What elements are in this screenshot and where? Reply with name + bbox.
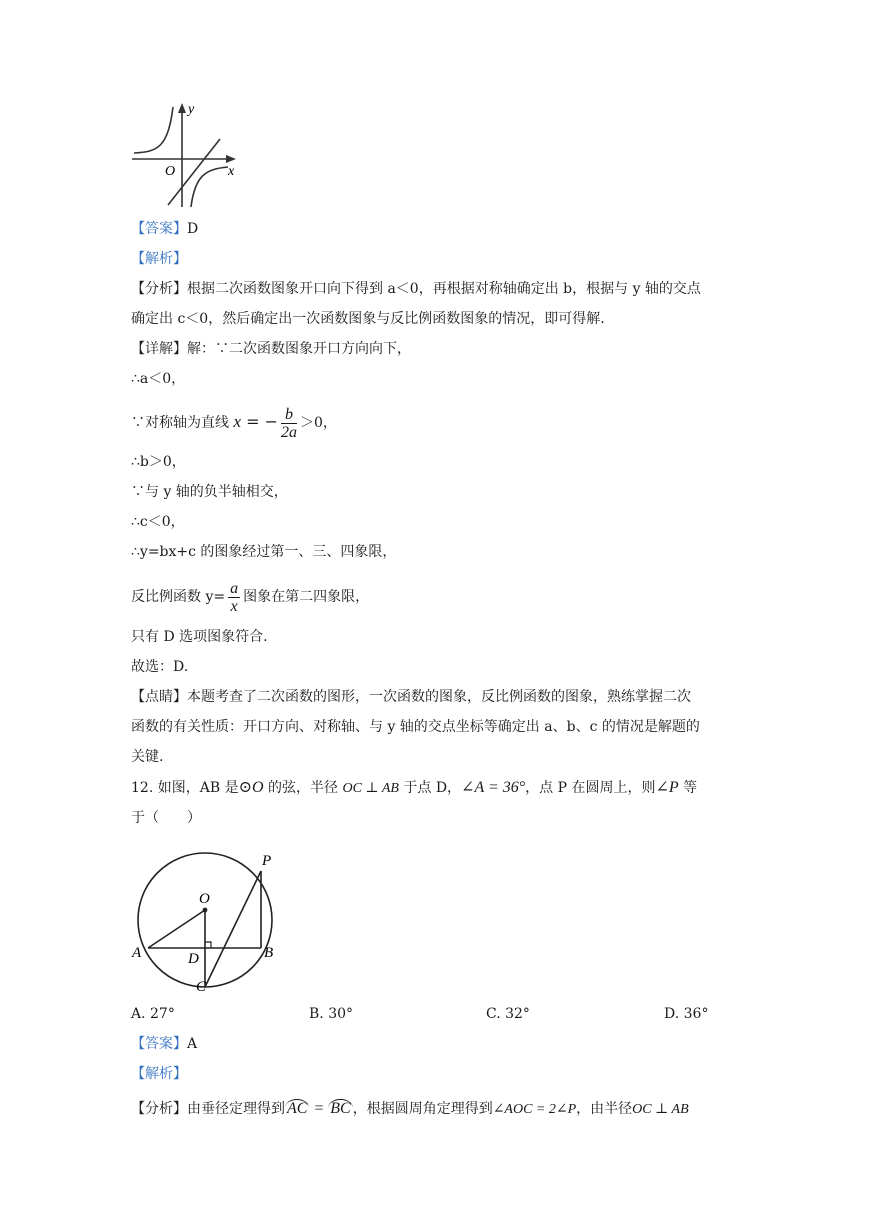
hyperbola-left-branch [134, 107, 173, 153]
step-6 [131, 542, 396, 562]
label-d: D [188, 951, 199, 967]
q12-analysis-heading [131, 1064, 187, 1084]
hyperbola-right-branch [191, 167, 228, 207]
xiangjie-line [131, 339, 411, 359]
q12-text-line2: 于（ ） [131, 810, 201, 826]
fenxi-line-1 [131, 279, 701, 299]
q12-fenxi-b: ，根据圆周角定理得到 [352, 1101, 493, 1117]
step-8 [131, 627, 268, 647]
arc-equals: = [309, 1100, 329, 1117]
analysis-heading [131, 249, 187, 269]
xiangjie-tag: 【详解】 [131, 341, 187, 357]
label-b: B [264, 945, 274, 961]
step-7 [131, 574, 369, 620]
question-12-line-2 [131, 808, 201, 828]
q12-text-d: ，点 P 在圆周上，则 [525, 780, 656, 796]
step-7-pre: 反比例函数 y= [131, 589, 226, 605]
q12-circle-symbol: ⊙O [238, 779, 264, 796]
step-9 [131, 657, 188, 677]
circle-geometry-figure [128, 843, 288, 998]
step-5-text: ∴c＜0， [131, 514, 185, 530]
dianjing-tag: 【点睛】 [131, 689, 187, 705]
dianjing-line-2 [131, 717, 700, 737]
q12-angle-p: ∠P [655, 779, 679, 796]
jiexi-tag: 【解析】 [131, 251, 187, 267]
dianjing-text-3: 关键. [131, 749, 164, 765]
q12-text-b: 的弦，半径 [263, 780, 343, 796]
q12-oc-perp: OC ⊥ AB [342, 781, 399, 796]
answer-line [131, 219, 198, 239]
option-c: C. 32° [486, 1006, 530, 1022]
step-4-text: ∵与 y 轴的负半轴相交， [131, 484, 288, 500]
step-2-pre: ∵对称轴为直线 [131, 415, 229, 431]
right-angle-mark [205, 942, 211, 948]
question-12-line-1 [131, 778, 697, 799]
q12-text-e: 等 [678, 780, 698, 796]
q12-fenxi-tag: 【分析】 [131, 1101, 187, 1117]
q12-answer-value: A [187, 1036, 198, 1052]
option-d: D. 36° [664, 1006, 709, 1022]
step-1-text: ∴a＜0， [131, 371, 186, 387]
step-3 [131, 452, 186, 472]
arc-bc: BC [330, 1100, 351, 1117]
step-2-eq: = − [241, 412, 278, 431]
fenxi-line-2 [131, 309, 605, 329]
q12-text-a: 12. 如图，AB 是 [131, 780, 239, 796]
step-2-den: 2a [280, 423, 297, 441]
x-axis-arrow [226, 155, 236, 163]
step-5 [131, 512, 185, 532]
label-o: O [199, 891, 210, 907]
label-c: C [196, 979, 207, 995]
step-2-x: x [233, 412, 241, 431]
y-axis-label: y [188, 102, 195, 117]
label-a: A [132, 945, 142, 961]
dianjing-text-2: 函数的有关性质：开口方向、对称轴、与 y 轴的交点坐标等确定出 a、b、c 的情况是解题的 [131, 719, 700, 735]
answer-tag: 【答案】 [131, 221, 187, 237]
option-a: A. 27° [131, 1006, 175, 1022]
q12-answer-tag: 【答案】 [131, 1036, 187, 1052]
label-p: P [262, 853, 272, 869]
segment-oa [148, 910, 205, 948]
step-3-text: ∴b＞0， [131, 454, 186, 470]
function-graph-figure [128, 99, 244, 211]
q12-fenxi-angle: ∠AOC = 2∠P [492, 1102, 577, 1117]
xiangjie-text: 解：∵二次函数图象开口方向向下， [187, 341, 411, 357]
q12-jiexi-tag: 【解析】 [131, 1066, 187, 1082]
step-8-text: 只有 D 选项图象符合. [131, 629, 268, 645]
step-1 [131, 369, 185, 389]
step-6-text: ∴y=bx+c 的图象经过第一、三、四象限， [131, 544, 397, 560]
step-2-fraction [281, 406, 297, 441]
fenxi-text-2: 确定出 c＜0，然后确定出一次函数图象与反比例函数图象的情况，即可得解. [131, 311, 605, 327]
step-2-post: ＞0， [299, 415, 337, 431]
q12-fenxi-c: ，由半径 [576, 1101, 633, 1117]
origin-label: O [165, 164, 176, 179]
q12-angle-a: ∠A = 36° [461, 779, 526, 796]
y-axis-arrow [178, 103, 186, 113]
dianjing-line-3 [131, 747, 163, 767]
dianjing-line-1 [131, 687, 691, 707]
q12-answer-line [131, 1034, 197, 1054]
fenxi-tag: 【分析】 [131, 281, 187, 297]
step-7-post: 图象在第二四象限， [243, 589, 370, 605]
fenxi-text-1: 根据二次函数图象开口向下得到 a＜0，再根据对称轴确定出 b，根据与 y 轴的交点 [187, 281, 701, 297]
q12-fenxi-oc: OC ⊥ AB [632, 1102, 689, 1117]
answer-value: D [187, 221, 199, 237]
center-dot [203, 908, 208, 913]
q12-fenxi-a: 由垂径定理得到 [187, 1101, 285, 1117]
q12-text-c: 于点 D， [398, 780, 462, 796]
dianjing-text-1: 本题考查了二次函数的图形，一次函数的图象，反比例函数的图象，熟练掌握二次 [187, 689, 691, 705]
option-b: B. 30° [309, 1006, 354, 1022]
step-2-num: b [281, 406, 297, 424]
x-axis-label: x [228, 164, 235, 179]
step-7-den: x [230, 597, 238, 615]
step-7-fraction [228, 580, 240, 615]
linear-function-line [168, 139, 220, 205]
arc-ac: AC [287, 1100, 308, 1117]
step-2 [131, 399, 337, 446]
segment-cp [205, 871, 261, 987]
q12-fenxi-line [131, 1094, 689, 1125]
step-9-text: 故选：D. [131, 659, 189, 675]
step-7-num: a [230, 579, 239, 597]
step-4 [131, 482, 288, 502]
